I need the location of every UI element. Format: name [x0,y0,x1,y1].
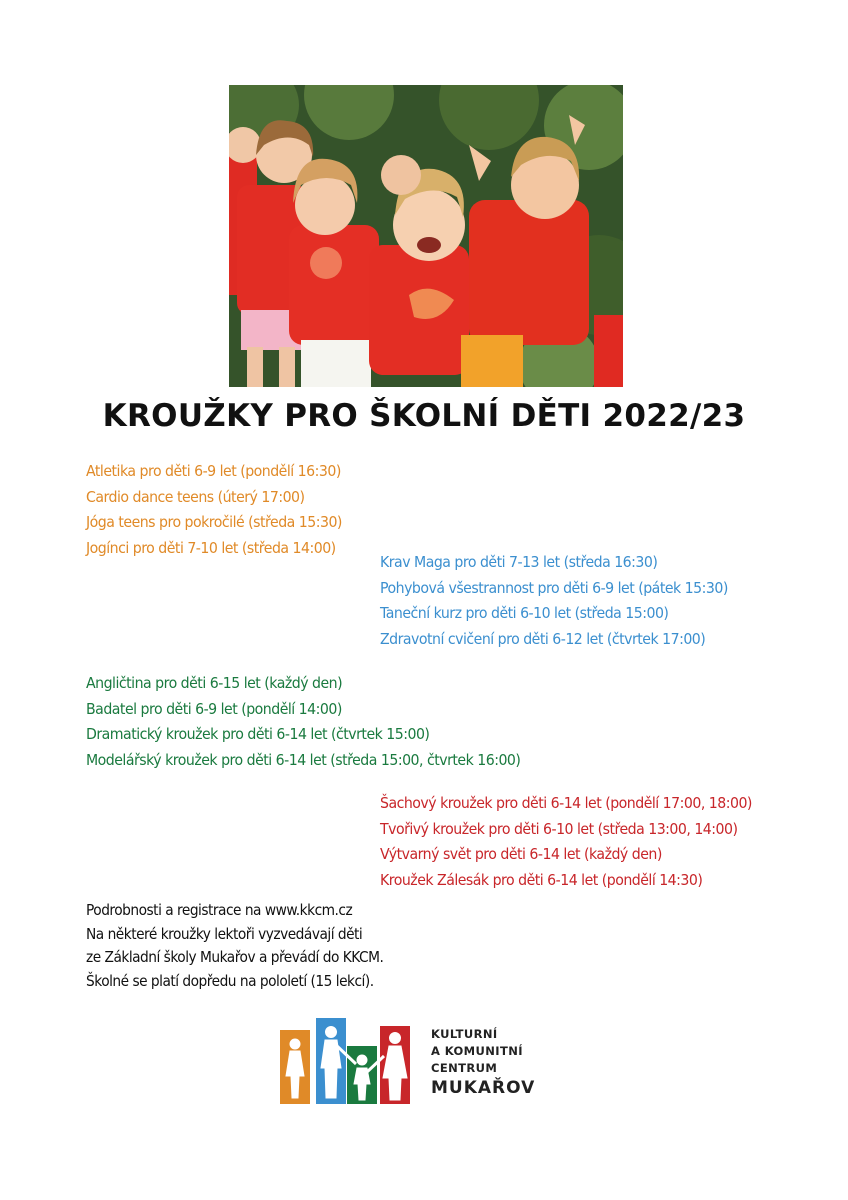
info-pickup: Na některé kroužky lektoři vyzvedávají děti [86,925,363,943]
list-item: Výtvarný svět pro děti 6-14 let (každý den) [380,845,662,864]
logo-figures-icon [280,1016,420,1106]
list-item: Modelářský kroužek pro děti 6-14 let (středa 15:00, čtvrtek 16:00) [86,750,521,769]
activities-education-list [86,671,520,773]
info-pickup-school: ze Základní školy Mukařov a převádí do KKCM. [86,949,384,966]
list-item: Angličtina pro děti 6-15 let (každý den) [86,674,343,692]
children-photo [229,85,623,387]
list-item: Cardio dance teens (úterý 17:00) [86,487,305,506]
logo-line-4: MUKAŘOV [431,1078,536,1098]
list-item: Badatel pro děti 6-9 let (pondělí 14:00) [86,699,342,718]
list-item: Dramatický kroužek pro děti 6-14 let (čtvrtek 15:00) [86,725,430,744]
info-registration: Podrobnosti a registrace na www.kkcm.cz [86,902,353,919]
list-item: Tvořivý kroužek pro děti 6-10 let (středa 13:00, 14:00) [380,819,738,838]
list-item: Pohybová všestrannost pro děti 6-9 let (pátek 15:30) [380,578,728,597]
list-item: Zdravotní cvičení pro děti 6-12 let (čtvrtek 17:00) [380,629,706,648]
activities-movement-list [86,459,342,561]
logo-line-2: A KOMUNITNÍ [431,1044,523,1058]
list-item: Taneční kurz pro děti 6-10 let (středa 15:00) [380,604,669,623]
list-item: Jogínci pro děti 7-10 let (středa 14:00) [86,538,336,557]
info-block [86,899,383,993]
list-item: Jóga teens pro pokročilé (středa 15:30) [86,513,342,532]
list-item: Atletika pro děti 6-9 let (pondělí 16:30) [86,462,341,480]
list-item: Kroužek Zálesák pro děti 6-14 let (pondělí 14:30) [380,870,703,889]
activities-creative-list [380,791,752,893]
info-fees: Školné se platí dopředu na pololetí (15 lekcí). [86,972,374,990]
list-item: Krav Maga pro děti 7-13 let (středa 16:30) [380,553,658,571]
logo-wordmark [431,1026,535,1099]
logo-line-3: CENTRUM [431,1061,498,1075]
activities-sport-list [380,550,728,652]
page-title: KROUŽKY PRO ŠKOLNÍ DĚTI 2022/23 [102,398,746,434]
logo-line-1: KULTURNÍ [431,1027,498,1041]
list-item: Šachový kroužek pro děti 6-14 let (pondělí 17:00, 18:00) [380,794,752,812]
